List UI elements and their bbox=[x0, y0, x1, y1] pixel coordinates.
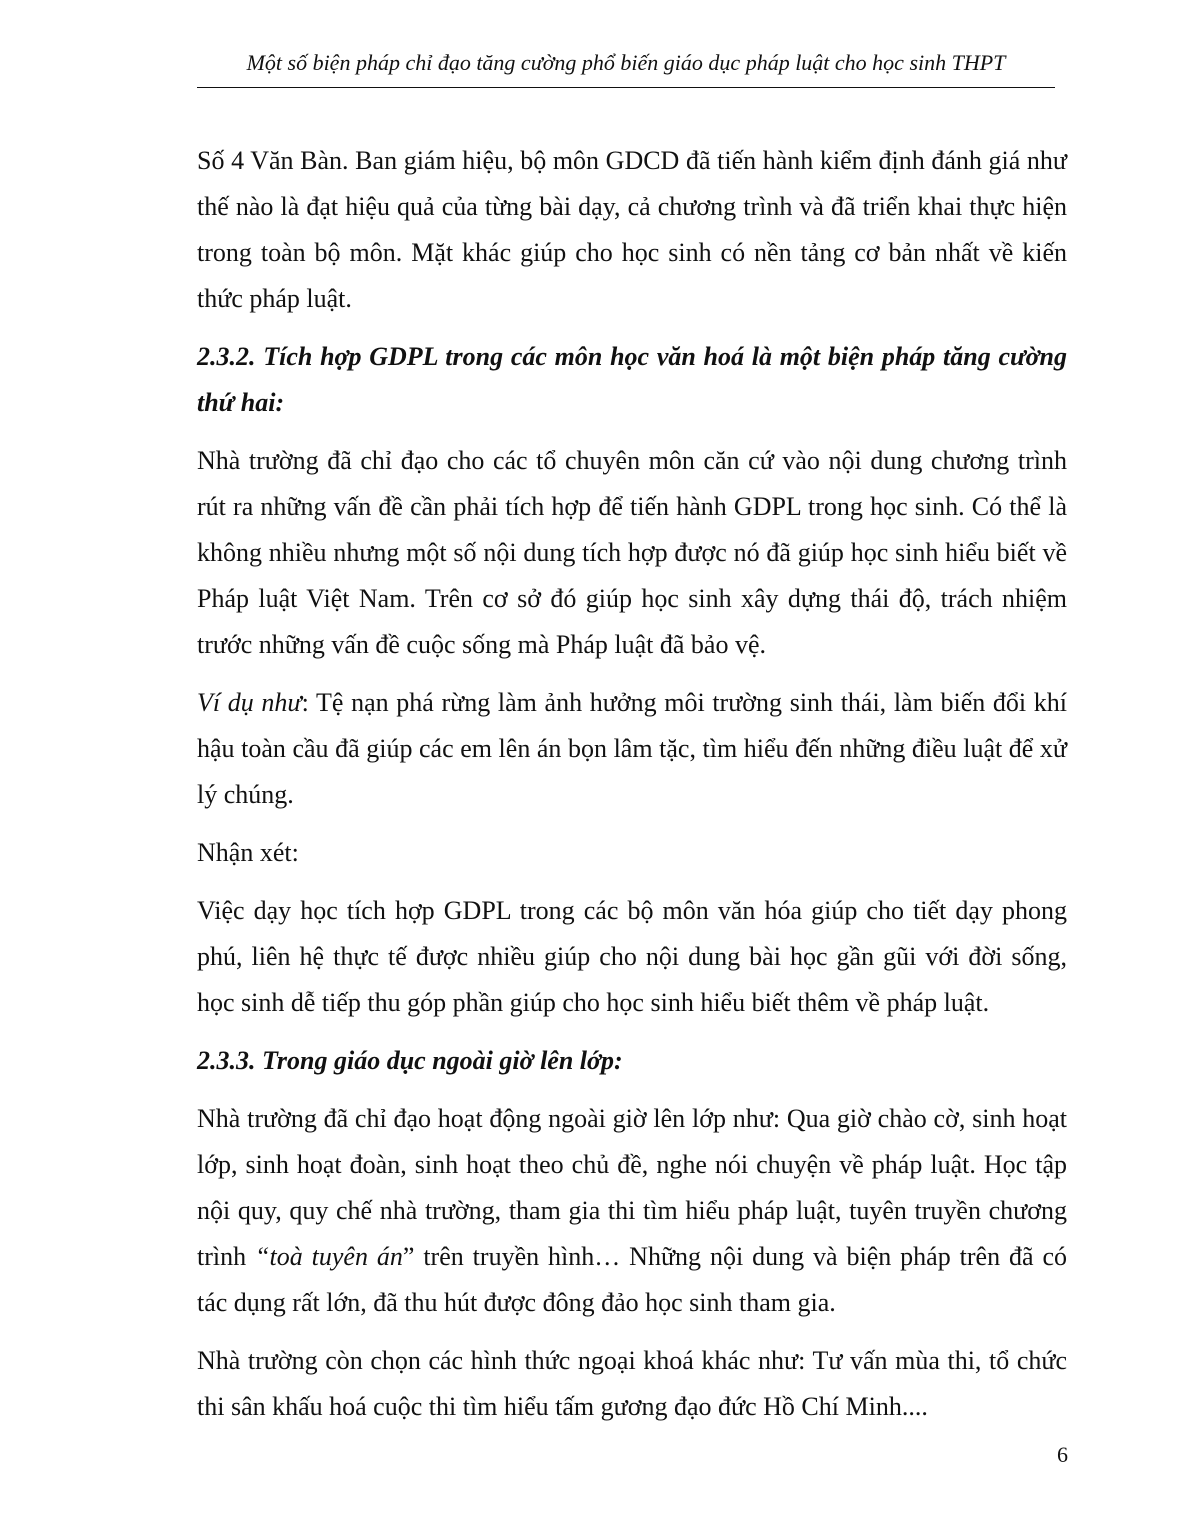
example-text: : Tệ nạn phá rừng làm ảnh hưởng môi trường sinh thái, làm biến đổi khí hậu toàn cầu đã giúp các em lên án bọn lâm tặc, tìm hiểu đến những điều luật để xử lý chúng. bbox=[197, 688, 1067, 809]
paragraph-remark: Việc dạy học tích hợp GDPL trong các bộ môn văn hóa giúp cho tiết dạy phong phú, liên hệ thực tế được nhiều giúp cho nội dung bài học gần gũi với đời sống, học sinh dễ tiếp thu góp phần giúp cho học sinh hiểu biết thêm về pháp luật. bbox=[197, 896, 1067, 1017]
remark-label: Nhận xét: bbox=[197, 838, 299, 867]
running-header: Một số biện pháp chỉ đạo tăng cường phổ biến giáo dục pháp luật cho học sinh THPT bbox=[246, 50, 1006, 75]
paragraph-intro: Số 4 Văn Bàn. Ban giám hiệu, bộ môn GDCD đã tiến hành kiểm định đánh giá như thế nào là đạt hiệu quả của từng bài dạy, cả chương trình và đã triển khai thực hiện trong toàn bộ môn. Mặt khác giúp cho học sinh có nền tảng cơ bản nhất về kiến thức pháp luật. bbox=[197, 146, 1067, 313]
header-rule bbox=[197, 87, 1055, 88]
section-heading-2-3-2: 2.3.2. Tích hợp GDPL trong các môn học văn hoá là một biện pháp tăng cường thứ hai: bbox=[197, 342, 1067, 417]
section-heading-2-3-3: 2.3.3. Trong giáo dục ngoài giờ lên lớp: bbox=[197, 1046, 623, 1075]
page-number: 6 bbox=[1057, 1442, 1068, 1467]
extracurricular-text-start: Nhà trường đã chỉ đạo hoạt động ngoài giờ lên lớp như: Qua giờ chào cờ, sinh hoạt lớp, sinh hoạt đoàn, sinh hoạt theo chủ đề, nghe nói chuyện về pháp luật. Học tập nội quy, quy chế nhà trường, tham gia thi tìm hiểu pháp luật, tuyên truyền chương trình bbox=[197, 1104, 1067, 1271]
paragraph-other-forms: Nhà trường còn chọn các hình thức ngoại khoá khác như: Tư vấn mùa thi, tổ chức thi sân khấu hoá cuộc thi tìm hiểu tấm gương đạo đức Hồ Chí Minh.... bbox=[197, 1346, 1067, 1421]
program-title: “toà tuyên án bbox=[255, 1242, 403, 1271]
example-label: Ví dụ như bbox=[197, 688, 302, 717]
paragraph-integration: Nhà trường đã chỉ đạo cho các tổ chuyên môn căn cứ vào nội dung chương trình rút ra những vấn đề cần phải tích hợp để tiến hành GDPL trong học sinh. Có thể là không nhiều nhưng một số nội dung tích hợp được nó đã giúp học sinh hiểu biết về Pháp luật Việt Nam. Trên cơ sở đó giúp học sinh xây dựng thái độ, trách nhiệm trước những vấn đề cuộc sống mà Pháp luật đã bảo vệ. bbox=[197, 446, 1067, 659]
extracurricular-text-end: ” trên truyền hình… Những nội dung và biện pháp trên đã có tác dụng rất lớn, đã thu hút được đông đảo học sinh tham gia. bbox=[197, 1242, 1067, 1317]
paragraph-extracurricular bbox=[197, 1096, 1067, 1326]
page-body bbox=[197, 138, 1067, 1430]
paragraph-example bbox=[197, 680, 1067, 818]
